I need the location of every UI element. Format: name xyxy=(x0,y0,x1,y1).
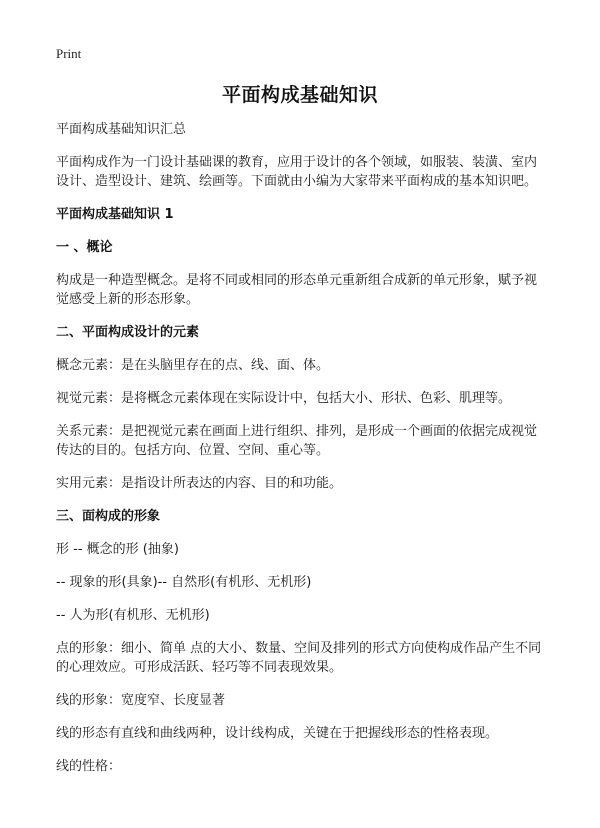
paragraph-practical-elements: 实用元素：是指设计所表达的内容、目的和功能。 xyxy=(56,476,343,491)
document-body xyxy=(56,120,548,790)
paragraph-form-concept: 形 -- 概念的形 (抽象) xyxy=(56,542,179,557)
paragraph-overview: 构成是一种造型概念。是将不同或相同的形态单元重新组合成新的单元形象，赋予视觉感受上新的形态形象。 xyxy=(56,273,538,307)
paragraph-relation-elements: 关系元素：是把视觉元素在画面上进行组织、排列，是形成一个画面的依据完成视觉传达的目的。包括方向、位置、空间、重心等。 xyxy=(56,424,538,458)
paragraph-concept-elements: 概念元素：是在头脑里存在的点、线、面、体。 xyxy=(56,358,330,373)
paragraph-form-artificial: -- 人为形(有机形、无机形) xyxy=(56,608,210,623)
paragraph-line-types: 线的形态有直线和曲线两种，设计线构成，关键在于把握线形态的性格表现。 xyxy=(56,726,499,741)
section-heading-1: 平面构成基础知识 1 xyxy=(56,207,174,222)
paragraph-line-form: 线的形象：宽度窄、长度显著 xyxy=(56,693,226,708)
section-heading-forms: 三、面构成的形象 xyxy=(56,509,161,524)
paragraph-point-form: 点的形象：细小、简单 点的大小、数量、空间及排列的形式方向使构成作品产生不同的心理效应。可形成活跃、轻巧等不同表现效果。 xyxy=(56,641,542,675)
section-heading-overview: 一 、概论 xyxy=(56,240,113,255)
paragraph-line-character: 线的性格： xyxy=(56,759,122,774)
paragraph-intro: 平面构成作为一门设计基础课的教育，应用于设计的各个领域，如服装、装潢、室内设计、造型设计、建筑、绘画等。下面就由小编为大家带来平面构成的基本知识吧。 xyxy=(56,155,538,189)
print-label: Print xyxy=(56,46,82,61)
paragraph-summary: 平面构成基础知识汇总 xyxy=(56,122,187,137)
paragraph-visual-elements: 视觉元素：是将概念元素体现在实际设计中，包括大小、形状、色彩、肌理等。 xyxy=(56,391,512,406)
paragraph-form-phenomenon: -- 现象的形(具象)-- 自然形(有机形、无机形) xyxy=(56,575,312,590)
section-heading-elements: 二、平面构成设计的元素 xyxy=(56,325,200,340)
document-title: 平面构成基础知识 xyxy=(221,84,378,106)
